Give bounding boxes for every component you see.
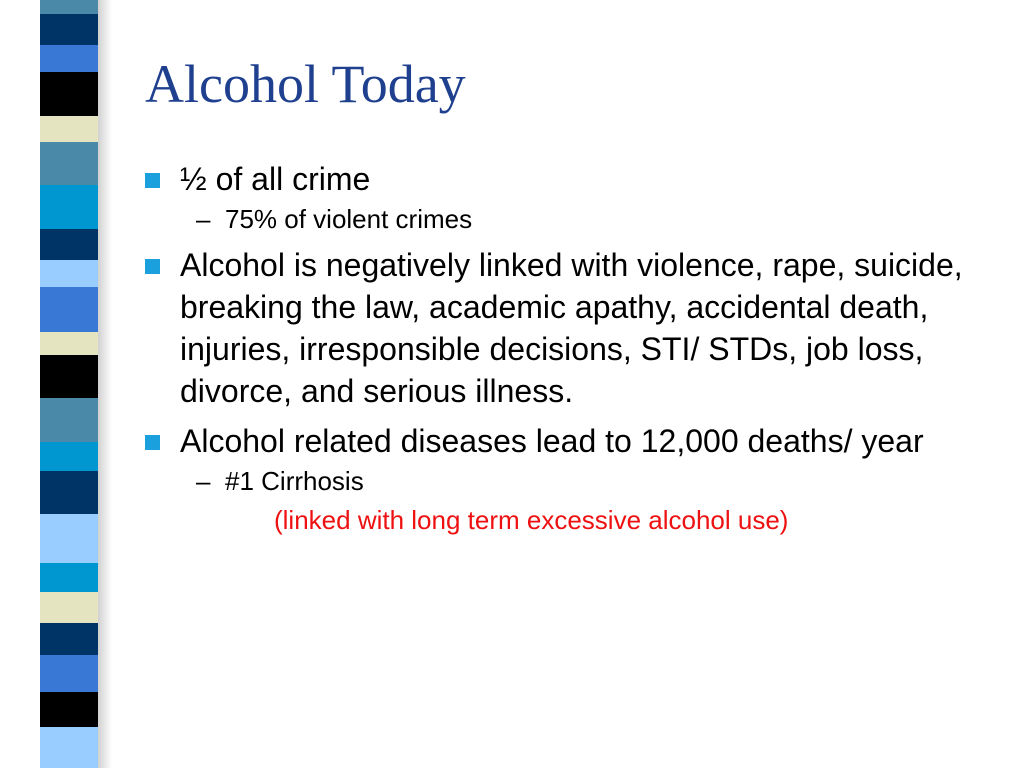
stripe-band: [40, 229, 98, 260]
dash-bullet-icon: –: [196, 466, 211, 496]
square-bullet-icon: [145, 435, 160, 450]
bullet-text: Alcohol related diseases lead to 12,000 deaths/ year: [180, 423, 924, 459]
stripe-band: [40, 563, 98, 593]
stripe-band: [40, 442, 98, 471]
stripe-band: [40, 623, 98, 655]
stripe-band: [40, 14, 98, 45]
stripe-band: [40, 185, 98, 228]
stripe-band: [40, 0, 98, 14]
stripe-band: [40, 692, 98, 728]
sub-bullet-item: [143, 462, 1003, 500]
stripe-band: [40, 287, 98, 332]
stripe-band: [40, 655, 98, 692]
sub-bullet-text: 75% of violent crimes: [225, 204, 473, 234]
stripe-band: [40, 355, 98, 398]
stripe-shadow: [98, 0, 112, 768]
square-bullet-icon: [145, 173, 160, 188]
dash-bullet-icon: –: [196, 204, 211, 234]
slide-title: Alcohol Today: [145, 54, 466, 114]
bullet-item: [143, 420, 1003, 462]
decorative-stripe-strip: [40, 0, 98, 768]
stripe-band: [40, 398, 98, 441]
square-bullet-icon: [145, 259, 160, 274]
stripe-band: [40, 72, 98, 115]
stripe-band: [40, 471, 98, 514]
stripe-band: [40, 592, 98, 623]
stripe-band: [40, 142, 98, 185]
sub-bullet-text: #1 Cirrhosis: [225, 466, 364, 496]
stripe-band: [40, 260, 98, 287]
sub-bullet-item: [143, 200, 1003, 238]
stripe-band: [40, 116, 98, 142]
bullet-item: [143, 158, 1003, 200]
stripe-band: [40, 727, 98, 768]
note-text: (linked with long term excessive alcohol use): [274, 505, 789, 535]
bullet-text: Alcohol is negatively linked with violence, rape, suicide, breaking the law, academic apathy, accidental death, injuries, irresponsible decisions, STI/ STDs, job loss, divorce, and serious illness.: [180, 247, 963, 409]
stripe-band: [40, 514, 98, 562]
stripe-band: [40, 332, 98, 355]
stripe-band: [40, 45, 98, 72]
slide-content: [143, 158, 1003, 540]
bullet-text: ½ of all crime: [180, 161, 371, 197]
bullet-item: [143, 244, 1003, 412]
